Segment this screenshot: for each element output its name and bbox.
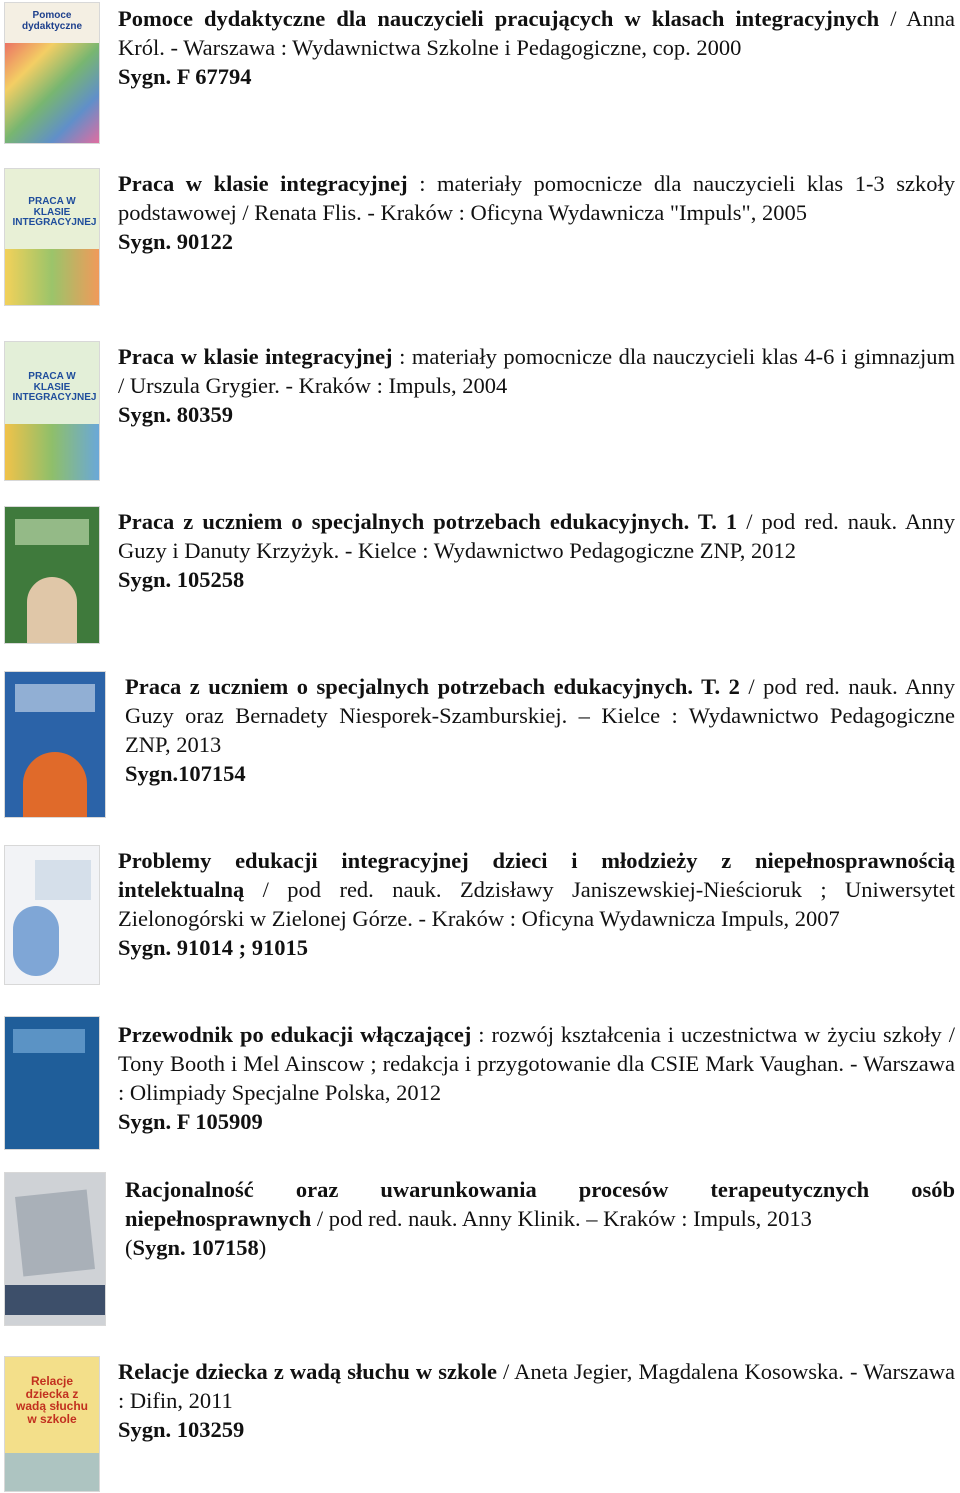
entry-text — [118, 507, 955, 594]
shelf-mark-paren: ( — [125, 1235, 133, 1260]
shelf-mark: Sygn. 105258 — [118, 567, 245, 592]
cover-title: PRACA W KLASIE INTEGRACYJNEJ — [12, 371, 97, 403]
entry-title: Przewodnik po edukacji włączającej — [118, 1022, 472, 1047]
shelf-mark-paren: ) — [258, 1235, 267, 1260]
shelf-mark: Sygn. 91014 ; 91015 — [118, 935, 309, 960]
entry-title: Praca z uczniem o specjalnych potrzebach edukacyjnych. T. 1 — [118, 509, 738, 534]
book-cover — [4, 1172, 106, 1326]
cover-title: PRACA W KLASIE INTEGRACYJNEJ — [12, 196, 97, 228]
entry-title: Praca z uczniem o specjalnych potrzebach edukacyjnych. T. 2 — [125, 674, 740, 699]
entry-text — [125, 1175, 955, 1262]
book-cover — [4, 671, 106, 818]
shelf-mark: Sygn. 90122 — [118, 229, 234, 254]
entry-text — [118, 4, 955, 91]
entry-title: Relacje dziecka z wadą słuchu w szkole — [118, 1359, 497, 1384]
entry-details: / pod red. nauk. Anny Klinik. – Kraków : Impuls, 2013 — [311, 1206, 812, 1231]
cover-title: Pomoce dydaktyczne — [21, 10, 83, 32]
entry-text — [118, 846, 955, 962]
entry-details: : rozwój kształcenia i uczestnictwa w życiu szkoły / Tony Booth i Mel Ainscow ; redakcja i przygotowanie dla CSIE Mark Vaughan. - Warszawa : Olimpiady Specjalne Polska, 2012 — [118, 1022, 955, 1105]
entry-details: / Anna Król. - Warszawa : Wydawnictwa Szkolne i Pedagogiczne, cop. 2000 — [118, 6, 955, 60]
entry-title: Praca w klasie integracyjnej — [118, 171, 408, 196]
entry-details: / Aneta Jegier, Magdalena Kosowska. - Warszawa : Difin, 2011 — [118, 1359, 955, 1413]
entry-text — [118, 1020, 955, 1136]
book-cover — [4, 845, 100, 985]
book-cover — [4, 168, 100, 306]
book-cover — [4, 341, 100, 481]
entry-text — [118, 342, 955, 429]
entry-details: / pod red. nauk. Anny Guzy oraz Bernadety Niesporek-Szamburskiej. – Kielce : Wydawnictwo Pedagogiczne ZNP, 2013 — [125, 674, 955, 757]
entry-title: Praca w klasie integracyjnej — [118, 344, 393, 369]
book-cover — [4, 1356, 100, 1492]
shelf-mark: Sygn. 103259 — [118, 1417, 245, 1442]
cover-title: Relacje dziecka z wadą słuchu w szkole — [15, 1374, 89, 1426]
book-cover — [4, 506, 100, 644]
book-cover — [4, 2, 100, 144]
entry-details: / pod red. nauk. Anny Guzy i Danuty Krzyżyk. - Kielce : Wydawnictwo Pedagogiczne ZNP, 2012 — [118, 509, 955, 563]
entry-details: : materiały pomocnicze dla nauczycieli klas 4-6 i gimnazjum / Urszula Grygier. - Kraków : Impuls, 2004 — [118, 344, 955, 398]
shelf-mark: Sygn. F 105909 — [118, 1109, 263, 1134]
entry-title: Pomoce dydaktyczne dla nauczycieli pracujących w klasach integracyjnych — [118, 6, 880, 31]
shelf-mark: Sygn. 80359 — [118, 402, 234, 427]
entry-text — [118, 1357, 955, 1444]
book-cover — [4, 1016, 100, 1150]
shelf-mark: Sygn. 107158 — [132, 1235, 259, 1260]
entry-title: Problemy edukacji integracyjnej dzieci i młodzieży z niepełnosprawnością intelektualną — [118, 848, 955, 902]
shelf-mark: Sygn. F 67794 — [118, 64, 252, 89]
entry-details: / pod red. nauk. Zdzisławy Janiszewskiej-Nieścioruk ; Uniwersytet Zielonogórski w Zielonej Górze. - Kraków : Oficyna Wydawnicza Impuls, 2007 — [118, 877, 955, 931]
entry-details: : materiały pomocnicze dla nauczycieli klas 1-3 szkoły podstawowej / Renata Flis. - Kraków : Oficyna Wydawnicza "Impuls", 2005 — [118, 171, 955, 225]
entry-title: Racjonalność oraz uwarunkowania procesów terapeutycznych osób niepełnosprawnych — [125, 1177, 955, 1231]
entry-text — [125, 672, 955, 788]
entry-text — [118, 169, 955, 256]
shelf-mark: Sygn.107154 — [125, 761, 246, 786]
